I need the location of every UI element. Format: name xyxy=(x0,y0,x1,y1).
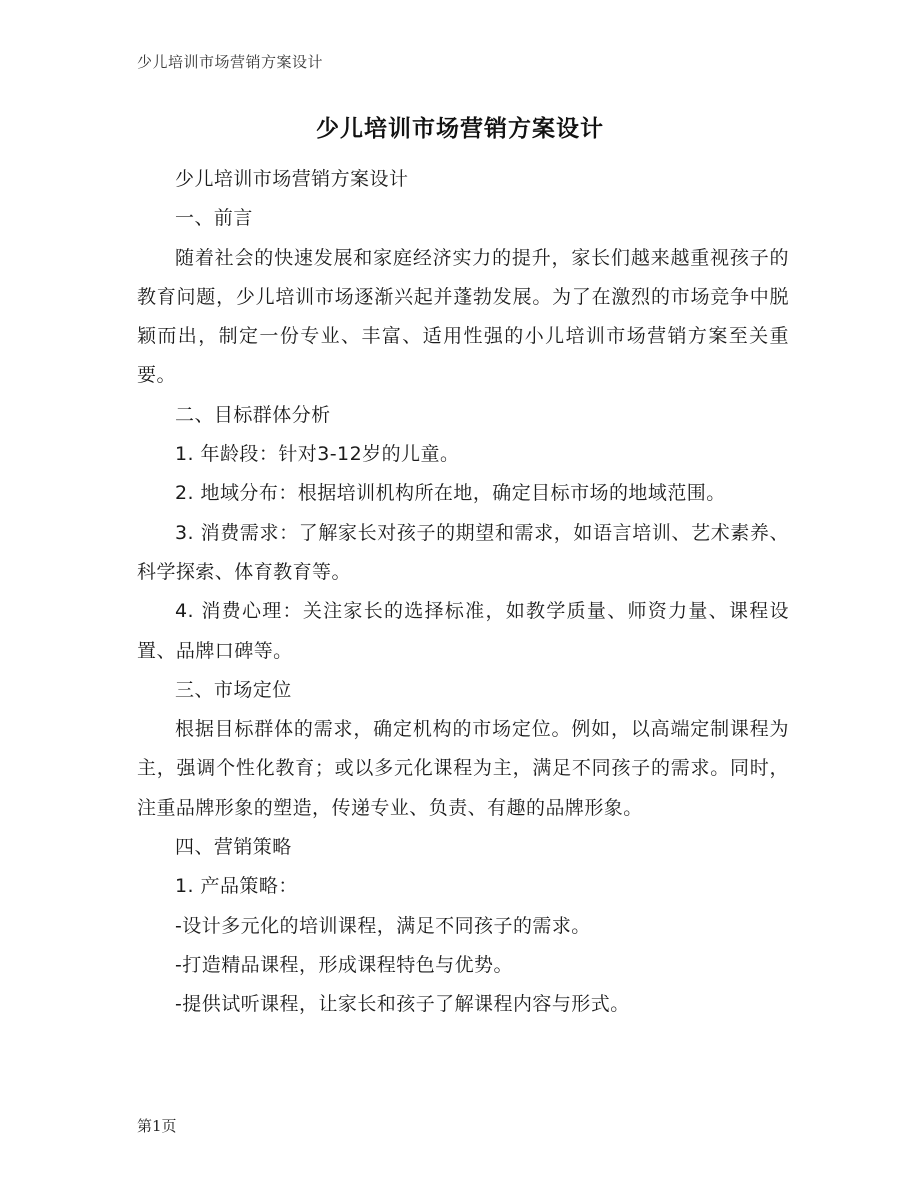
list-item-age: 1. 年龄段：针对3-12岁的儿童。 xyxy=(175,443,460,466)
list-item-region: 2. 地域分布：根据培训机构所在地，确定目标市场的地域范围。 xyxy=(175,482,726,505)
bullet-item-trial-courses: -提供试听课程，让家长和孩子了解课程内容与形式。 xyxy=(175,993,630,1016)
page-number: 第1页 xyxy=(137,1117,177,1135)
bullet-item-premium-courses: -打造精品课程，形成课程特色与优势。 xyxy=(175,953,513,976)
document-title: 少儿培训市场营销方案设计 xyxy=(316,116,604,142)
list-item-psychology: 4. 消费心理：关注家长的选择标准，如教学质量、师资力量、课程设置、品牌口碑等。 xyxy=(137,600,789,662)
document-body xyxy=(137,160,789,1025)
paragraph-subtitle: 少儿培训市场营销方案设计 xyxy=(175,168,409,190)
section-heading-positioning: 三、市场定位 xyxy=(175,678,292,701)
section-heading-preface: 一、前言 xyxy=(175,207,253,230)
bullet-item-diverse-courses: -设计多元化的培训课程，满足不同孩子的需求。 xyxy=(175,914,591,937)
list-item-demand: 3. 消费需求：了解家长对孩子的期望和需求，如语言培训、艺术素养、科学探索、体育教育等。 xyxy=(137,521,789,583)
section-heading-target-group: 二、目标群体分析 xyxy=(175,403,331,426)
running-header: 少儿培训市场营销方案设计 xyxy=(137,53,324,71)
section-heading-strategy: 四、营销策略 xyxy=(175,836,292,859)
paragraph-positioning: 根据目标群体的需求，确定机构的市场定位。例如，以高端定制课程为主，强调个性化教育；或以多元化课程为主，满足不同孩子的需求。同时，注重品牌形象的塑造，传递专业、负责、有趣的品牌形象。 xyxy=(137,718,789,819)
paragraph-preface: 随着社会的快速发展和家庭经济实力的提升，家长们越来越重视孩子的教育问题，少儿培训市场逐渐兴起并蓬勃发展。为了在激烈的市场竞争中脱颖而出，制定一份专业、丰富、适用性强的小儿培训市场营销方案至关重要。 xyxy=(137,246,789,387)
list-item-product-strategy: 1. 产品策略： xyxy=(175,875,298,898)
